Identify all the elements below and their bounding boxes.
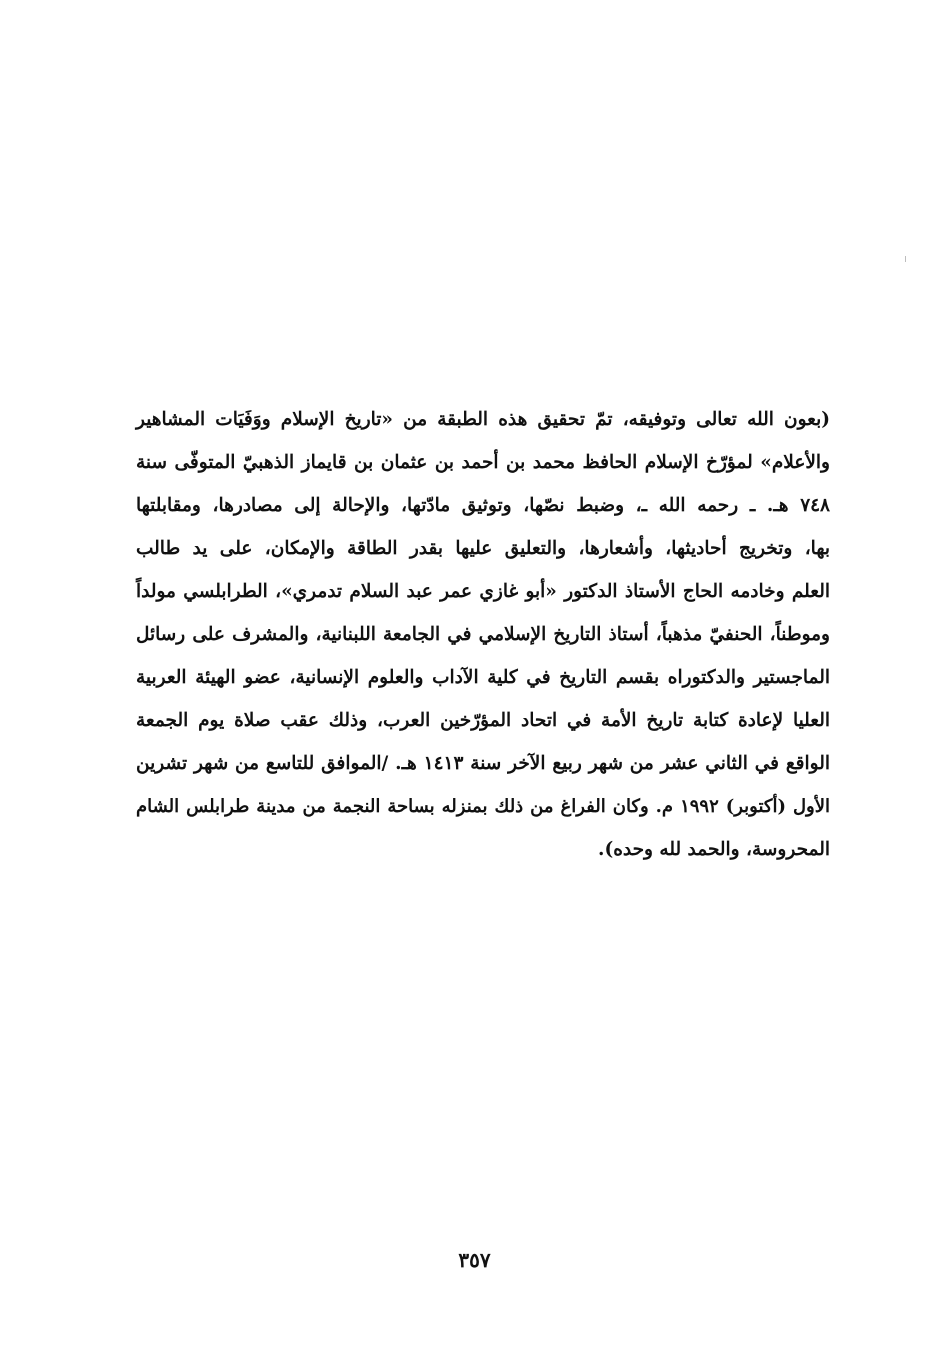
colophon-line: الأول (أكتوبر) ١٩٩٢ م. وكان الفراغ من ذلك بمنزله بساحة النجمة من مدينة طرابلس الشام (136, 796, 830, 817)
colophon-line: (بعون الله تعالى وتوفيقه، تمّ تحقيق هذه الطبقة من «تاريخ الإسلام ووَفَيَات المشاهير (136, 409, 830, 430)
colophon-line: بها، وتخريج أحاديثها، وأشعارها، والتعليق عليها بقدر الطاقة والإمكان، على يد طالب (136, 538, 830, 559)
colophon-line: العلم وخادمه الحاج الأستاذ الدكتور «أبو غازي عمر عبد السلام تدمري»، الطرابلسي مولداً (136, 581, 830, 602)
colophon-paragraph (136, 398, 830, 871)
scan-speck (905, 256, 906, 262)
colophon-line: الواقع في الثاني عشر من شهر ربيع الآخر سنة ١٤١٣ هـ. /الموافق للتاسع من شهر تشرين (136, 753, 830, 774)
colophon-line: المحروسة، والحمد لله وحده). (598, 839, 830, 860)
colophon-line: الماجستير والدكتوراه بقسم التاريخ في كلية الآداب والعلوم الإنسانية، عضو الهيئة العربية (136, 667, 830, 688)
colophon-line: العليا لإعادة كتابة تاريخ الأمة في اتحاد المؤرّخين العرب، وذلك عقب صلاة يوم الجمعة (136, 710, 830, 731)
colophon-line: وموطناً، الحنفيّ مذهباً، أستاذ التاريخ الإسلامي في الجامعة اللبنانية، والمشرف على رسائل (136, 624, 830, 645)
colophon-line: ٧٤٨ هـ. ـ رحمه الله ـ، وضبط نصّها، وتوثيق مادّتها، والإحالة إلى مصادرها، ومقابلتها (136, 495, 830, 516)
colophon-line: والأعلام» لمؤرّخ الإسلام الحافظ محمد بن أحمد بن عثمان بن قايماز الذهبيّ المتوفّى سنة (136, 452, 830, 473)
page-number: ٣٥٧ (458, 1248, 491, 1272)
